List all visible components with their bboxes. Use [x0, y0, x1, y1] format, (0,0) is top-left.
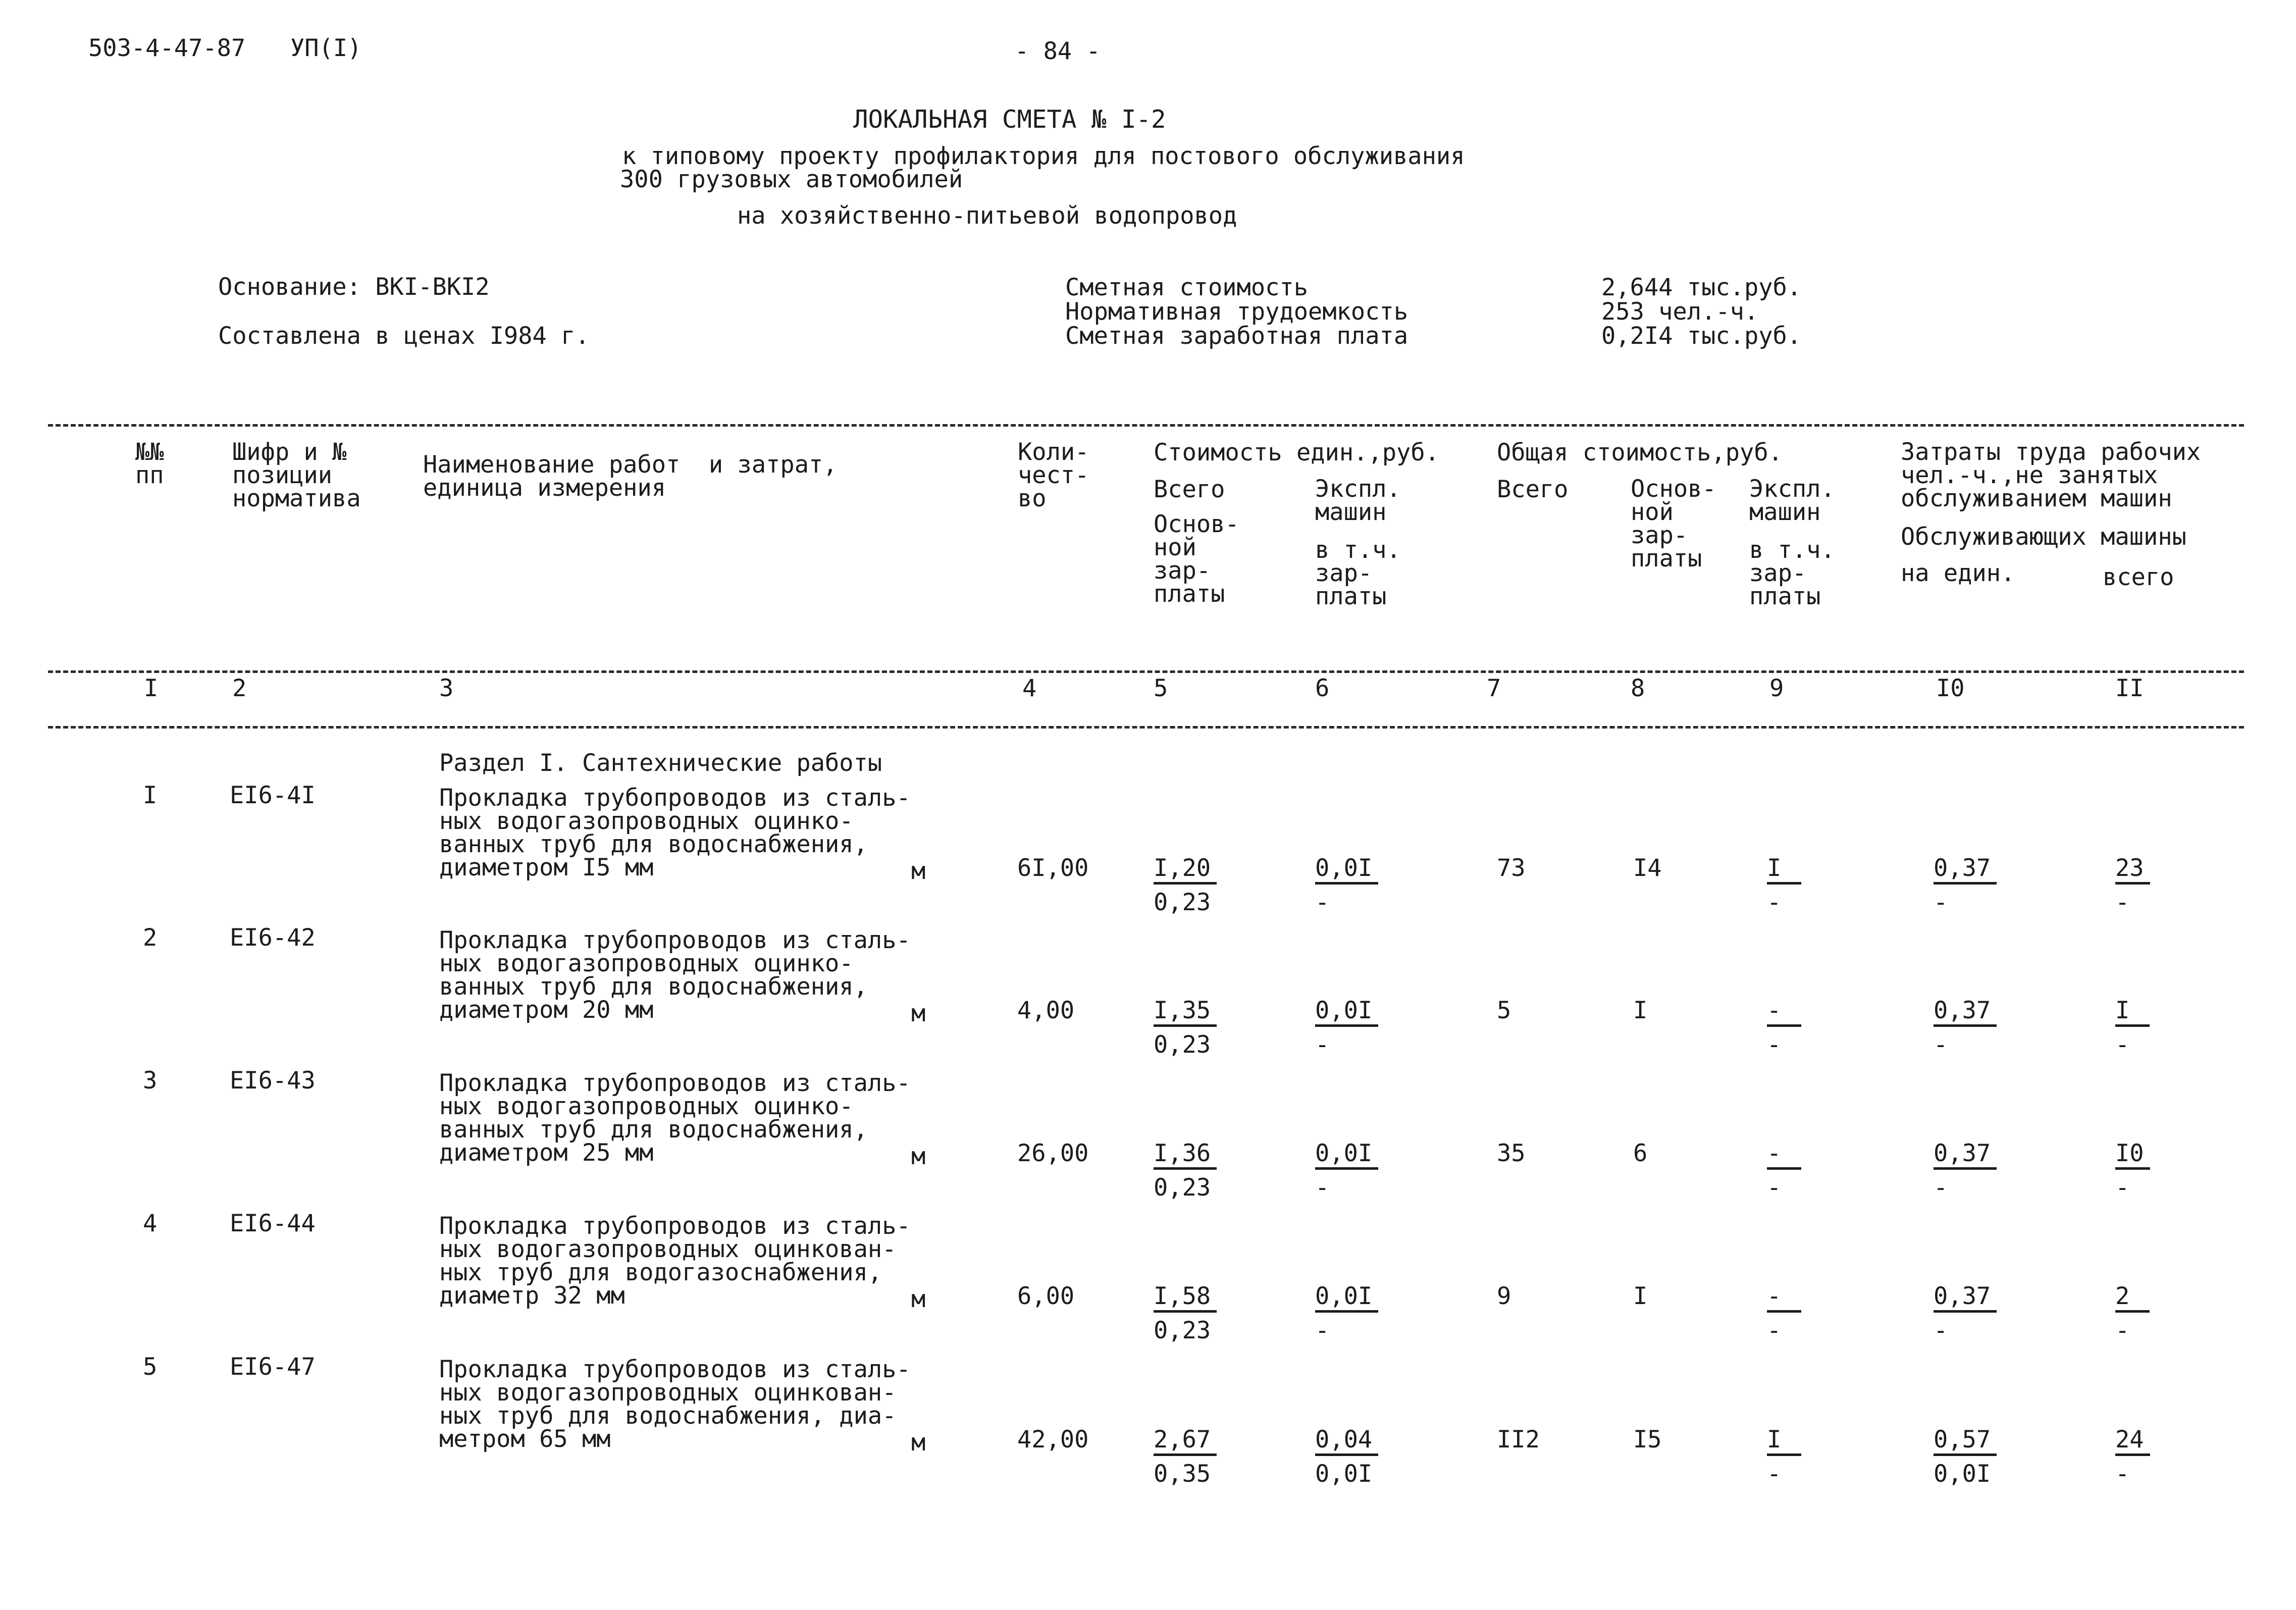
total-wage-value: I4	[1633, 854, 1662, 882]
labor-total-numerator: 2	[2115, 1284, 2150, 1313]
norm-code: ЕI6-4I	[230, 782, 316, 809]
total-machines	[1767, 1428, 1801, 1486]
total-machines	[1767, 999, 1801, 1057]
total-machines	[1767, 1141, 1801, 1200]
estimated-cost-value: 2,644 тыс.руб.	[1601, 274, 1802, 301]
labor-per-unit-denominator: 0,0I	[1934, 1460, 1991, 1488]
labor-per-unit-numerator: 0,37	[1934, 999, 1997, 1027]
header-row-number: №№ пп	[135, 438, 164, 489]
unit-of-measure: м	[911, 1000, 926, 1027]
labor-per-unit-denominator: -	[1934, 1174, 1948, 1202]
unit-cost-machines	[1315, 856, 1378, 914]
norm-code: ЕI6-47	[230, 1353, 316, 1381]
header-unit-machines: Экспл. машин	[1315, 475, 1401, 526]
labor-total-numerator: 23	[2115, 856, 2150, 885]
row-number: 4	[143, 1210, 158, 1237]
column-number: I	[144, 674, 159, 702]
total-cost-value: 35	[1497, 1139, 1526, 1167]
unit-cost-total	[1154, 856, 1217, 914]
unit-cost-total	[1154, 1428, 1217, 1486]
header-total-wage: Основ- ной зар- платы	[1631, 475, 1716, 573]
estimated-cost-label: Сметная стоимость	[1065, 274, 1309, 301]
total-cost-value: II2	[1497, 1426, 1540, 1453]
total-cost-value: 73	[1497, 854, 1526, 882]
row-number: I	[143, 782, 158, 809]
estimated-wage-label: Сметная заработная плата	[1065, 322, 1408, 350]
labor-per-unit-denominator: -	[1934, 1317, 1948, 1344]
labor-total-denominator: -	[2115, 1460, 2130, 1488]
labor-total	[2115, 1284, 2150, 1342]
labor-total	[2115, 1428, 2150, 1486]
norm-code: ЕI6-44	[230, 1210, 316, 1237]
labor-per-unit-numerator: 0,37	[1934, 856, 1997, 885]
price-level-label: Составлена в ценах I984 г.	[218, 322, 590, 350]
column-number: 5	[1154, 674, 1168, 702]
total-machines-denominator: -	[1767, 1317, 1782, 1344]
unit-cost-machines-denominator: -	[1315, 889, 1330, 916]
album-number: УП(I)	[290, 34, 362, 62]
header-labor-total: всего	[2103, 563, 2174, 591]
total-machines-numerator: I	[1767, 856, 1801, 885]
labor-per-unit-numerator: 0,37	[1934, 1141, 1997, 1170]
unit-cost-total	[1154, 999, 1217, 1057]
column-number: 8	[1631, 674, 1645, 702]
unit-cost-total-denominator: 0,23	[1154, 1317, 1211, 1344]
estimate-subtitle-line3: на хозяйственно-питьевой водопровод	[737, 202, 1237, 230]
header-unit-machines-wage: в т.ч. зар- платы	[1315, 536, 1401, 610]
unit-cost-machines	[1315, 999, 1378, 1057]
work-name: Прокладка трубопроводов из сталь- ных водогазопроводных оцинко- ванных труб для водоснабжения, диаметром I5 мм	[439, 784, 911, 881]
labor-total	[2115, 999, 2150, 1057]
header-unit-cost-group: Стоимость един.,руб.	[1154, 439, 1439, 466]
norm-code: ЕI6-42	[230, 924, 316, 952]
header-work-name: Наименование работ и затрат, единица измерения	[423, 451, 838, 502]
column-numbers-bottom-rule	[48, 726, 2244, 729]
labor-per-unit-numerator: 0,37	[1934, 1284, 1997, 1313]
header-labor-machines: Обслуживающих машины	[1901, 523, 2186, 551]
header-norm-code: Шифр и № позиции норматива	[232, 438, 361, 512]
unit-cost-total-numerator: I,58	[1154, 1284, 1217, 1313]
labor-total-numerator: 24	[2115, 1428, 2150, 1456]
document-code: 503-4-47-87	[88, 34, 246, 62]
row-number: 2	[143, 924, 158, 952]
header-total-machines: Экспл. машин	[1749, 475, 1835, 526]
unit-cost-machines-denominator: -	[1315, 1174, 1330, 1202]
unit-cost-total-denominator: 0,23	[1154, 1031, 1211, 1059]
quantity-value: 6I,00	[1017, 854, 1089, 882]
header-total-all: Всего	[1497, 476, 1569, 503]
work-name: Прокладка трубопроводов из сталь- ных водогазопроводных оцинкован- ных труб для водогазоснабжения, диаметр 32 мм	[439, 1212, 911, 1310]
total-wage-value: 6	[1633, 1139, 1648, 1167]
total-machines-denominator: -	[1767, 1174, 1782, 1202]
unit-cost-total-numerator: 2,67	[1154, 1428, 1217, 1456]
header-total-machines-wage: в т.ч. зар- платы	[1749, 536, 1835, 610]
labor-intensity-value: 253 чел.-ч.	[1601, 298, 1759, 326]
header-quantity: Коли- чест- во	[1018, 438, 1089, 512]
total-cost-value: 9	[1497, 1282, 1511, 1310]
total-machines-numerator: -	[1767, 1141, 1801, 1170]
unit-cost-total-denominator: 0,23	[1154, 1174, 1211, 1202]
unit-of-measure: м	[911, 857, 926, 885]
total-wage-value: I5	[1633, 1426, 1662, 1453]
page-number: - 84 -	[1015, 37, 1101, 65]
total-cost-value: 5	[1497, 997, 1511, 1024]
quantity-value: 4,00	[1017, 997, 1075, 1024]
header-total-cost-group: Общая стоимость,руб.	[1497, 439, 1783, 466]
header-labor-per-unit: на един.	[1901, 559, 2015, 587]
unit-of-measure: м	[911, 1429, 926, 1457]
unit-cost-machines-denominator: -	[1315, 1031, 1330, 1059]
labor-per-unit	[1934, 1428, 1997, 1486]
total-machines-denominator: -	[1767, 889, 1782, 916]
estimate-title: ЛОКАЛЬНАЯ СМЕТА № I-2	[853, 105, 1166, 134]
work-name: Прокладка трубопроводов из сталь- ных водогазопроводных оцинкован- ных труб для водоснабжения, диа- метром 65 мм	[439, 1356, 911, 1453]
labor-total-numerator: I	[2115, 999, 2150, 1027]
unit-cost-total-numerator: I,20	[1154, 856, 1217, 885]
total-machines-denominator: -	[1767, 1460, 1782, 1488]
labor-total	[2115, 856, 2150, 914]
labor-total-denominator: -	[2115, 1174, 2130, 1202]
unit-cost-machines-numerator: 0,0I	[1315, 1284, 1378, 1313]
labor-per-unit-denominator: -	[1934, 889, 1948, 916]
unit-cost-total-denominator: 0,23	[1154, 889, 1211, 916]
labor-per-unit	[1934, 1141, 1997, 1200]
estimate-subtitle-line2: 300 грузовых автомобилей	[620, 166, 963, 193]
column-number: 2	[232, 674, 247, 702]
unit-cost-machines	[1315, 1428, 1378, 1486]
section-title: Раздел I. Сантехнические работы	[439, 749, 882, 777]
unit-cost-total	[1154, 1141, 1217, 1200]
unit-cost-total	[1154, 1284, 1217, 1342]
labor-total-denominator: -	[2115, 1317, 2130, 1344]
labor-per-unit	[1934, 856, 1997, 914]
total-machines-numerator: -	[1767, 1284, 1801, 1313]
quantity-value: 42,00	[1017, 1426, 1089, 1453]
column-number: 3	[439, 674, 454, 702]
row-number: 3	[143, 1067, 158, 1095]
unit-cost-total-denominator: 0,35	[1154, 1460, 1211, 1488]
unit-of-measure: м	[911, 1285, 926, 1313]
header-unit-wage: Основ- ной зар- платы	[1154, 510, 1239, 608]
work-name: Прокладка трубопроводов из сталь- ных водогазопроводных оцинко- ванных труб для водоснабжения, диаметром 20 мм	[439, 926, 911, 1024]
total-machines-numerator: I	[1767, 1428, 1801, 1456]
labor-total	[2115, 1141, 2150, 1200]
total-machines	[1767, 856, 1801, 914]
unit-of-measure: м	[911, 1142, 926, 1170]
unit-cost-total-numerator: I,35	[1154, 999, 1217, 1027]
unit-cost-machines	[1315, 1284, 1378, 1342]
unit-cost-machines-numerator: 0,04	[1315, 1428, 1378, 1456]
header-labor-group: Затраты труда рабочих чел.-ч.,не занятых обслуживанием машин	[1901, 438, 2201, 512]
unit-cost-total-numerator: I,36	[1154, 1141, 1217, 1170]
basis-label: Основание: ВКI-ВКI2	[218, 273, 490, 301]
total-machines-numerator: -	[1767, 999, 1801, 1027]
unit-cost-machines-denominator: 0,0I	[1315, 1460, 1373, 1488]
column-number: 4	[1022, 674, 1037, 702]
labor-per-unit-numerator: 0,57	[1934, 1428, 1997, 1456]
estimated-wage-value: 0,2I4 тыс.руб.	[1601, 322, 1802, 350]
estimate-subtitle-line1: к типовому проекту профилактория для постового обслуживания	[622, 142, 1465, 170]
row-number: 5	[143, 1353, 158, 1381]
unit-cost-machines-numerator: 0,0I	[1315, 856, 1378, 885]
column-number: I0	[1936, 674, 1965, 702]
total-wage-value: I	[1633, 997, 1648, 1024]
total-machines-denominator: -	[1767, 1031, 1782, 1059]
norm-code: ЕI6-43	[230, 1067, 316, 1095]
total-machines	[1767, 1284, 1801, 1342]
labor-per-unit	[1934, 1284, 1997, 1342]
work-name: Прокладка трубопроводов из сталь- ных водогазопроводных оцинко- ванных труб для водоснабжения, диаметром 25 мм	[439, 1069, 911, 1167]
unit-cost-machines-numerator: 0,0I	[1315, 1141, 1378, 1170]
labor-intensity-label: Нормативная трудоемкость	[1065, 298, 1408, 326]
column-numbers-top-rule	[48, 670, 2244, 673]
labor-total-numerator: I0	[2115, 1141, 2150, 1170]
total-wage-value: I	[1633, 1282, 1648, 1310]
quantity-value: 6,00	[1017, 1282, 1075, 1310]
header-unit-total: Всего	[1154, 476, 1225, 503]
labor-total-denominator: -	[2115, 1031, 2130, 1059]
column-number: II	[2115, 674, 2144, 702]
unit-cost-machines	[1315, 1141, 1378, 1200]
column-number: 6	[1315, 674, 1330, 702]
unit-cost-machines-numerator: 0,0I	[1315, 999, 1378, 1027]
labor-total-denominator: -	[2115, 889, 2130, 916]
labor-per-unit-denominator: -	[1934, 1031, 1948, 1059]
quantity-value: 26,00	[1017, 1139, 1089, 1167]
column-number: 7	[1487, 674, 1501, 702]
table-top-rule	[48, 424, 2244, 427]
unit-cost-machines-denominator: -	[1315, 1317, 1330, 1344]
labor-per-unit	[1934, 999, 1997, 1057]
column-number: 9	[1769, 674, 1784, 702]
